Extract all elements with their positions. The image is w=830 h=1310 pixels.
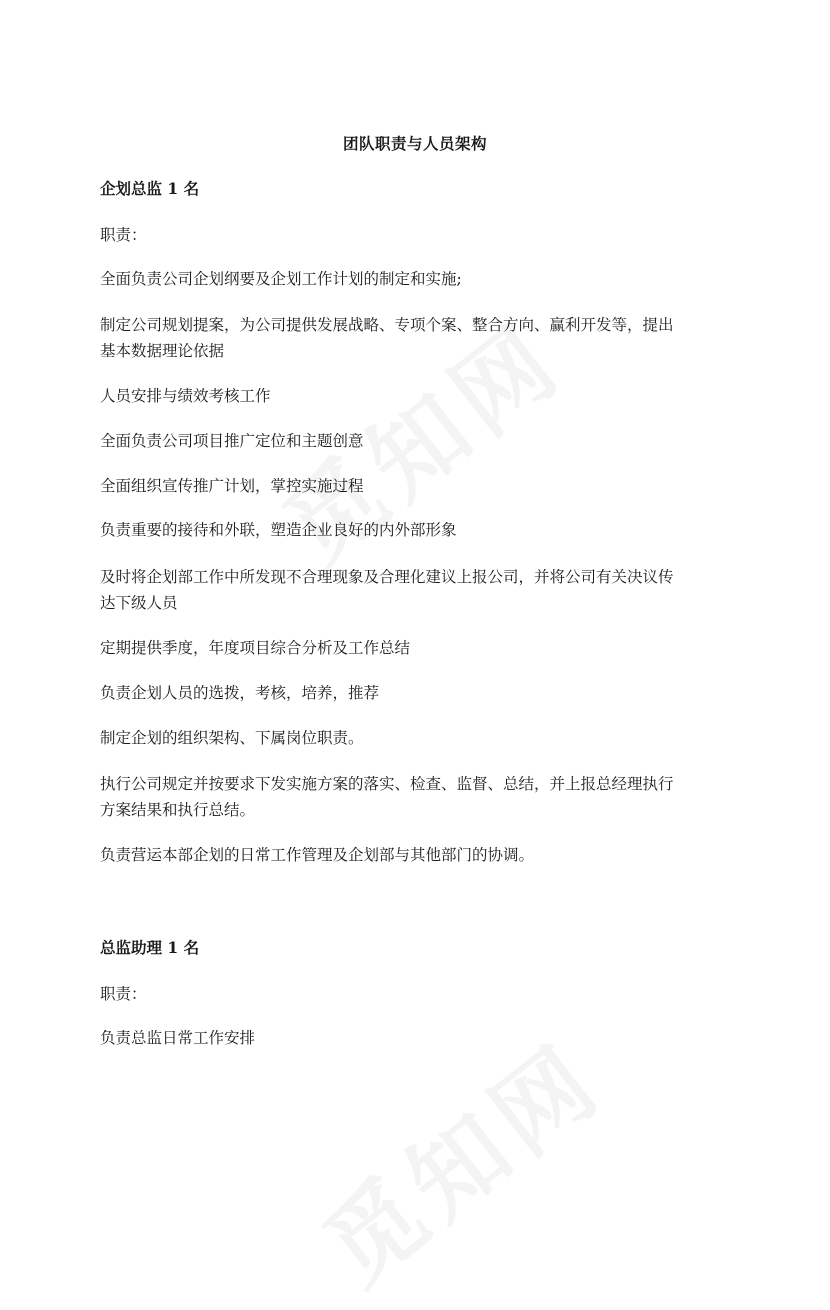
document-title: 团队职责与人员架构 — [342, 134, 487, 153]
section-heading: 企划总监 1 名 — [100, 179, 200, 198]
duty-item: 负责营运本部企划的日常工作管理及企划部与其他部门的协调。 — [100, 846, 535, 864]
duty-item: 全面组织宣传推广计划，掌控实施过程 — [100, 477, 364, 495]
duty-item: 全面负责公司项目推广定位和主题创意 — [100, 432, 364, 450]
duty-item: 制定公司规划提案，为公司提供发展战略、专项个案、整合方向、赢利开发等，提出 — [100, 316, 674, 334]
duty-item: 负责企划人员的选拨，考核，培养，推荐 — [100, 684, 380, 702]
duty-item: 达下级人员 — [100, 594, 178, 612]
duty-item: 负责重要的接待和外联，塑造企业良好的内外部形象 — [100, 521, 457, 539]
watermark — [292, 1007, 627, 1310]
section-heading: 总监助理 1 名 — [100, 938, 200, 957]
duties-label: 职责： — [100, 226, 147, 244]
duty-item: 方案结果和执行总结。 — [100, 801, 256, 819]
duty-item: 及时将企划部工作中所发现不合理现象及合理化建议上报公司，并将公司有关决议传 — [100, 568, 674, 586]
duty-item: 负责总监日常工作安排 — [100, 1029, 256, 1047]
duty-item: 全面负责公司企划纲要及企划工作计划的制定和实施; — [100, 270, 462, 288]
duty-item: 定期提供季度，年度项目综合分析及工作总结 — [100, 639, 411, 657]
duty-item: 制定企划的组织架构、下属岗位职责。 — [100, 729, 364, 747]
duty-item: 基本数据理论依据 — [100, 342, 225, 360]
duty-item: 人员安排与绩效考核工作 — [100, 387, 271, 405]
duty-item: 执行公司规定并按要求下发实施方案的落实、检查、监督、总结，并上报总经理执行 — [100, 775, 674, 793]
duties-label: 职责： — [100, 985, 147, 1003]
